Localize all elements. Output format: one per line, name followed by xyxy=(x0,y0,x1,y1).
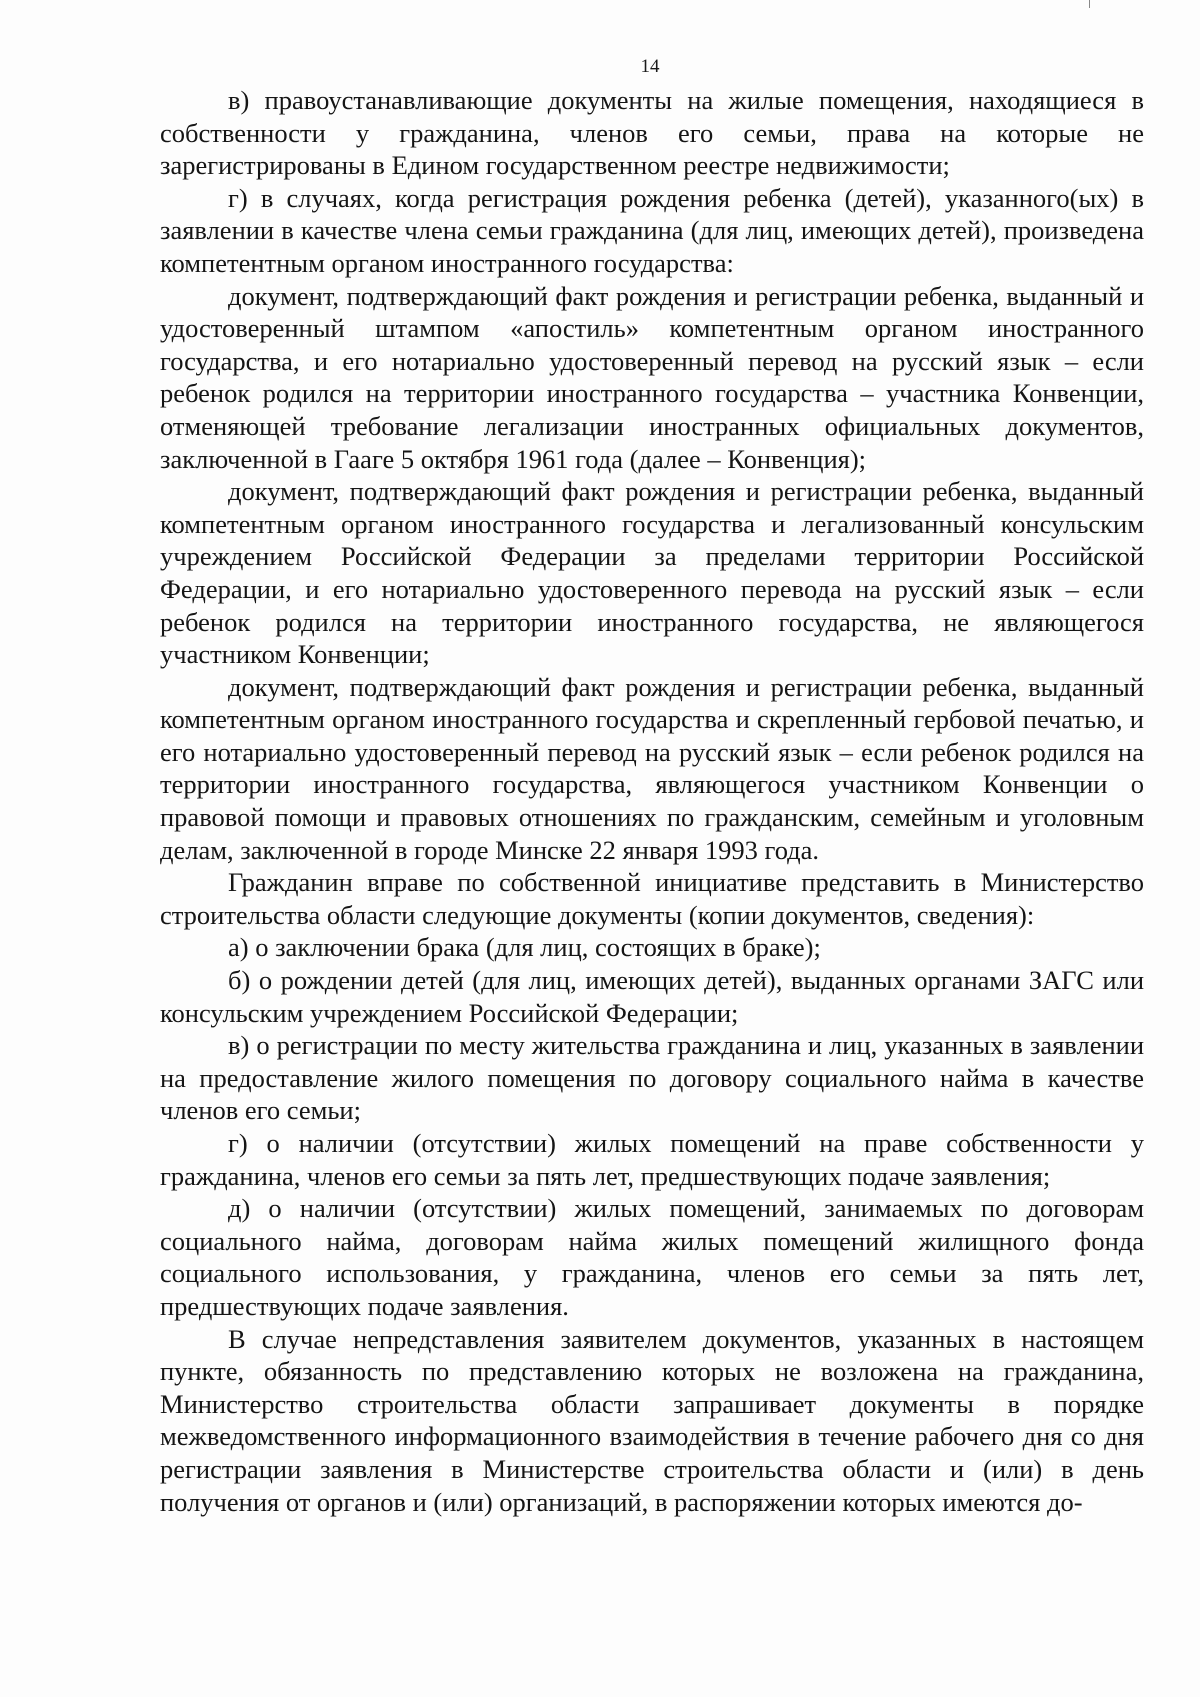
paragraph-v-residence-registration: в) о регистрации по месту жительства гражданина и лиц, указанных в заявлении на предоставление жилого помещения по договору социального найма в качестве членов его семьи; xyxy=(160,1030,1144,1126)
paragraph-citizen-initiative: Гражданин вправе по собственной инициативе представить в Министерство строительства области следующие документы (копии документов, сведения): xyxy=(160,867,1144,930)
paragraph-d-social-rent: д) о наличии (отсутствии) жилых помещений, занимаемых по договорам социального найма, договорам найма жилых помещений жилищного фонда социального использования, у гражданина, членов его семьи за пять лет, предшествующих подаче заявления. xyxy=(160,1193,1144,1321)
paragraph-b-children-birth: б) о рождении детей (для лиц, имеющих детей), выданных органами ЗАГС или консульским учреждением Российской Федерации; xyxy=(160,965,1144,1028)
scan-mark xyxy=(1089,0,1090,8)
paragraph-g-foreign-registration: г) в случаях, когда регистрация рождения ребенка (детей), указанного(ых) в заявлении в качестве члена семьи гражданина (для лиц, имеющих детей), произведена компетентным органом иностранного государства: xyxy=(160,182,1144,278)
paragraph-a-marriage: а) о заключении брака (для лиц, состоящих в браке); xyxy=(228,932,821,963)
paragraph-apostille-document: документ, подтверждающий факт рождения и регистрации ребенка, выданный и удостоверенный штампом «апостиль» компетентным органом иностранного государства, и его нотариально удостоверенный перевод на русский язык – если ребенок родился на территории иностранного государства – участника Конвенции, отменяющей требование легализации иностранных официальных документов, заключенной в Гааге 5 октября 1961 года (далее – Конвенция); xyxy=(160,280,1144,474)
page-number: 14 xyxy=(640,56,660,77)
document-body xyxy=(160,84,1144,1518)
paragraph-minsk-convention-document: документ, подтверждающий факт рождения и регистрации ребенка, выданный компетентным органом иностранного государства и скрепленный гербовой печатью, и его нотариально удостоверенный перевод на русский язык – если ребенок родился на территории иностранного государства, являющегося участником Конвенции о правовой помощи и правовых отношениях по гражданским, семейным и уголовным делам, заключенной в городе Минске 22 января 1993 года. xyxy=(160,671,1144,865)
paragraph-g-property-ownership: г) о наличии (отсутствии) жилых помещений на праве собственности у гражданина, членов его семьи за пять лет, предшествующих подаче заявления; xyxy=(160,1128,1144,1191)
paragraph-interagency-request: В случае непредставления заявителем документов, указанных в настоящем пункте, обязанность по представлению которых не возложена на гражданина, Министерство строительства области запрашивает документы в порядке межведомственного информационного взаимодействия в течение рабочего дня со дня регистрации заявления в Министерстве строительства области и (или) в день получения от органов и (или) организаций, в распоряжении которых имеются до- xyxy=(160,1323,1144,1517)
paragraph-legalized-document: документ, подтверждающий факт рождения и регистрации ребенка, выданный компетентным органом иностранного государства и легализованный консульским учреждением Российской Федерации за пределами территории Российской Федерации, и его нотариально удостоверенного перевода на русский язык – если ребенок родился на территории иностранного государства, не являющегося участником Конвенции; xyxy=(160,476,1144,670)
paragraph-v-ownership-documents: в) правоустанавливающие документы на жилые помещения, находящиеся в собственности у гражданина, членов его семьи, права на которые не зарегистрированы в Едином государственном реестре недвижимости; xyxy=(160,85,1144,181)
